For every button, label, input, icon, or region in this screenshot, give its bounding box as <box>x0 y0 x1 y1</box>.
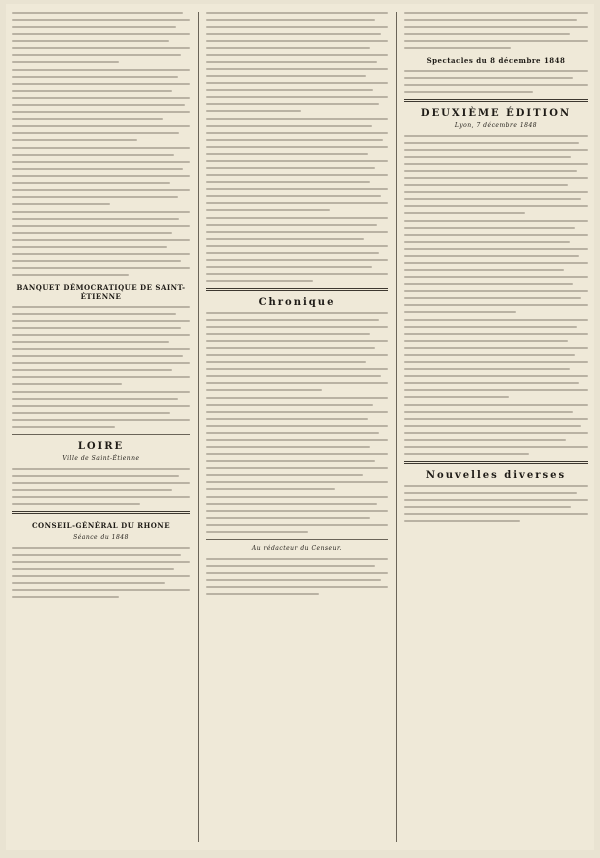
text-block <box>404 220 588 313</box>
column-2 <box>206 12 388 842</box>
letter-heading: Au rédacteur du Censeur. <box>251 545 343 552</box>
text-block <box>206 12 388 112</box>
section-heading: Spectacles du 8 décembre 1848 <box>426 56 566 65</box>
section-heading: DEUXIÈME ÉDITION <box>420 108 572 119</box>
section-heading: Nouvelles diverses <box>425 470 567 481</box>
text-block <box>206 217 388 282</box>
text-block <box>206 397 388 490</box>
column-3 <box>404 12 588 842</box>
text-block <box>12 468 190 505</box>
text-block <box>404 319 588 398</box>
text-block <box>12 391 190 428</box>
divider <box>12 511 190 514</box>
section-heading: LOIRE <box>77 441 125 452</box>
section-subheading: Ville de Saint-Étienne <box>62 455 140 462</box>
text-block <box>404 485 588 522</box>
section-heading: BANQUET DÉMOCRATIQUE DE SAINT-ÉTIENNE <box>16 283 186 301</box>
text-block <box>12 12 190 63</box>
section-subheading: Séance du 1848 <box>73 534 129 541</box>
section-heading: CONSEIL-GÉNÉRAL DU RHONE <box>31 521 171 530</box>
text-block <box>206 312 388 391</box>
divider <box>206 539 388 540</box>
divider <box>404 461 588 464</box>
section-heading: Chronique <box>258 297 336 308</box>
text-block <box>404 70 588 93</box>
text-block <box>206 558 388 595</box>
text-block <box>404 404 588 455</box>
column-rule <box>396 12 397 842</box>
text-block <box>404 12 588 49</box>
column-1 <box>12 12 190 842</box>
text-block <box>12 211 190 276</box>
text-block <box>404 135 588 214</box>
text-block <box>12 306 190 385</box>
text-block <box>12 69 190 141</box>
text-block <box>206 496 388 533</box>
divider <box>206 288 388 291</box>
divider <box>404 99 588 102</box>
divider <box>12 434 190 435</box>
section-subheading: Lyon, 7 décembre 1848 <box>454 122 538 129</box>
newspaper-page <box>6 4 594 850</box>
text-block <box>12 147 190 205</box>
text-block <box>12 547 190 598</box>
text-block <box>206 118 388 211</box>
column-rule <box>198 12 199 842</box>
